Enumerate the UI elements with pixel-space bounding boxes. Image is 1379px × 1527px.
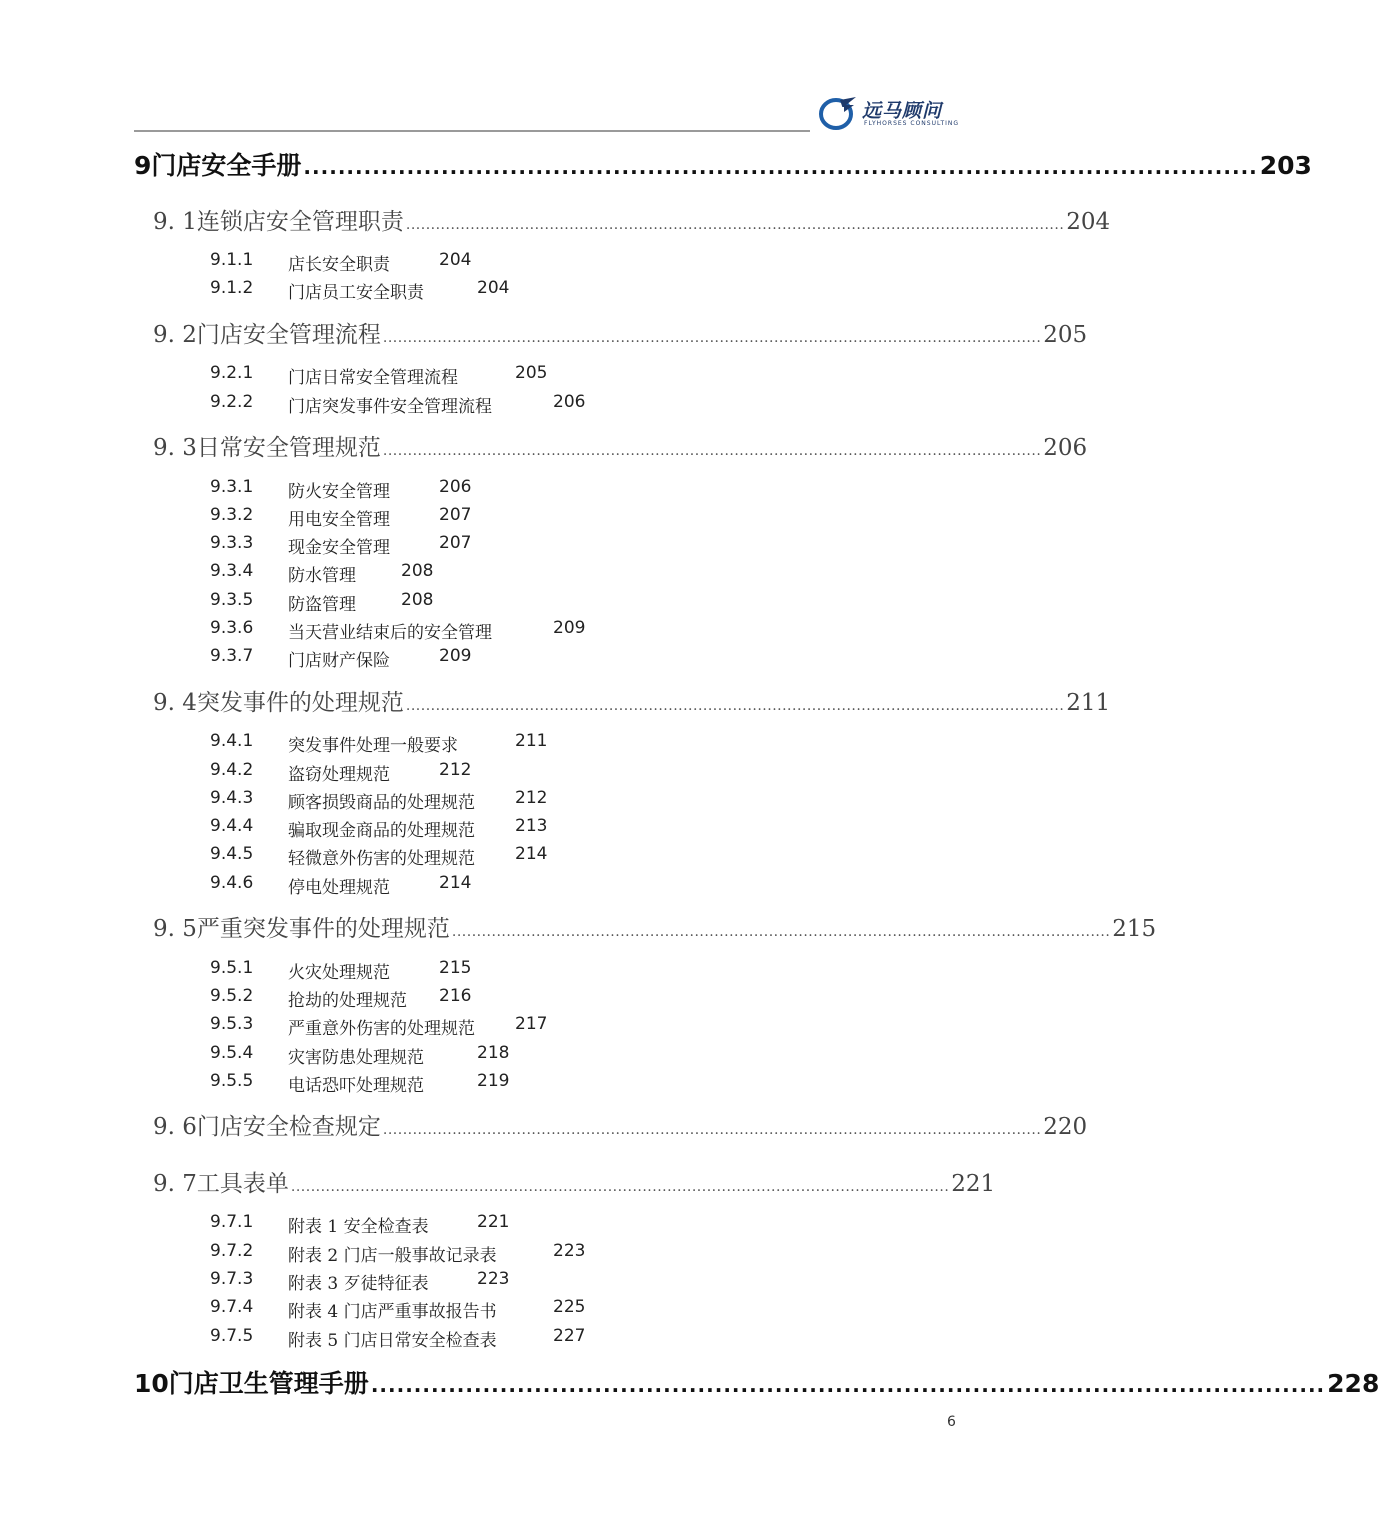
toc-number: 9.1.2 — [210, 278, 254, 298]
toc-number: 9.3.4 — [210, 561, 254, 581]
toc-number: 9.4.2 — [210, 760, 254, 780]
toc-title: 轻微意外伤害的处理规范 — [288, 849, 475, 869]
toc-chapter-10[interactable] — [134, 1364, 1379, 1400]
toc-leader: ..................................................................................................................................... — [382, 330, 1042, 346]
header-rule — [134, 130, 810, 132]
toc-number: 9.3.1 — [210, 477, 254, 497]
toc-page: 219 — [477, 1071, 510, 1091]
toc-page: 204 — [477, 278, 510, 298]
toc-number: 9.7.5 — [210, 1326, 254, 1346]
toc-number: 9.2.2 — [210, 392, 254, 412]
toc-title: 防盗管理 — [288, 595, 356, 615]
toc-title: 门店员工安全职责 — [288, 283, 424, 303]
toc-title: 店长安全职责 — [288, 255, 390, 275]
toc-title: 门店财产保险 — [288, 651, 390, 671]
toc-leader: ..................................................................................................................................... — [382, 1122, 1042, 1138]
company-logo — [818, 94, 963, 134]
toc-title: 用电安全管理 — [288, 510, 390, 530]
toc-title: 附表 4 门店严重事故报告书 — [288, 1302, 497, 1322]
toc-page: 203 — [1259, 151, 1312, 180]
toc-page: 206 — [1043, 435, 1088, 461]
toc-page: 215 — [439, 958, 472, 978]
toc-section-9-2[interactable] — [153, 316, 1088, 349]
toc-page: 213 — [515, 816, 548, 836]
toc-section-9-6[interactable] — [153, 1108, 1088, 1141]
toc-page: 221 — [477, 1212, 510, 1232]
toc-page: 204 — [1066, 209, 1111, 235]
toc-number: 9.5.2 — [210, 986, 254, 1006]
toc-title: 门店安全管理流程 — [196, 322, 381, 348]
toc-leader: ............................................................................................................... — [303, 155, 1258, 179]
toc-section-9-7[interactable] — [153, 1165, 996, 1198]
toc-title: 附表 3 歹徒特征表 — [288, 1274, 429, 1294]
toc-title: 附表 1 安全检查表 — [288, 1217, 429, 1237]
toc-title: 防水管理 — [288, 566, 356, 586]
toc-number: 9.4.6 — [210, 873, 254, 893]
toc-title: 突发事件处理一般要求 — [288, 736, 458, 756]
toc-title: 门店日常安全管理流程 — [288, 368, 458, 388]
toc-number: 9 — [134, 151, 152, 180]
toc-title: 工具表单 — [196, 1171, 289, 1197]
toc-page: 217 — [515, 1014, 548, 1034]
toc-title: 抢劫的处理规范 — [288, 991, 407, 1011]
toc-page: 206 — [553, 392, 586, 412]
toc-section-9-4[interactable] — [153, 684, 1111, 717]
toc-title: 严重意外伤害的处理规范 — [288, 1019, 475, 1039]
toc-page: 205 — [1043, 322, 1088, 348]
toc-title: 顾客损毁商品的处理规范 — [288, 793, 475, 813]
toc-page: 214 — [439, 873, 472, 893]
toc-page: 211 — [515, 731, 548, 751]
toc-page: 209 — [553, 618, 586, 638]
toc-title: 当天营业结束后的安全管理 — [288, 623, 492, 643]
toc-page: 214 — [515, 844, 548, 864]
toc-number: 9.5.1 — [210, 958, 254, 978]
toc-number: 10 — [134, 1369, 169, 1398]
toc-number: 9.7.2 — [210, 1241, 254, 1261]
toc-number: 9. 2 — [153, 322, 197, 348]
toc-chapter-9[interactable] — [134, 146, 1312, 182]
toc-number: 9.1.1 — [210, 250, 254, 270]
toc-title: 突发事件的处理规范 — [196, 690, 404, 716]
toc-title: 门店安全手册 — [151, 151, 302, 180]
toc-title: 防火安全管理 — [288, 482, 390, 502]
toc-number: 9.3.2 — [210, 505, 254, 525]
toc-page: 212 — [439, 760, 472, 780]
toc-page: 212 — [515, 788, 548, 808]
toc-number: 9.3.3 — [210, 533, 254, 553]
toc-number: 9.5.3 — [210, 1014, 254, 1034]
toc-number: 9.3.6 — [210, 618, 254, 638]
toc-title: 现金安全管理 — [288, 538, 390, 558]
toc-page: 207 — [439, 505, 472, 525]
flyhorses-logo-icon — [818, 96, 858, 130]
toc-title: 附表 5 门店日常安全检查表 — [288, 1331, 497, 1351]
toc-number: 9.7.4 — [210, 1297, 254, 1317]
toc-page: 208 — [401, 590, 434, 610]
toc-title: 灾害防患处理规范 — [288, 1048, 424, 1068]
toc-page: 220 — [1043, 1114, 1088, 1140]
page-number: 6 — [947, 1414, 956, 1430]
toc-number: 9. 3 — [153, 435, 197, 461]
toc-page: 208 — [401, 561, 434, 581]
toc-number: 9.5.4 — [210, 1043, 254, 1063]
toc-section-9-5[interactable] — [153, 910, 1157, 943]
toc-leader: ..................................................................................................................................... — [290, 1179, 950, 1195]
toc-title: 连锁店安全管理职责 — [196, 209, 404, 235]
toc-leader: ..................................................................................................................................... — [405, 217, 1065, 233]
toc-number: 9.4.5 — [210, 844, 254, 864]
logo-chinese-text: 远马顾问 — [862, 100, 943, 122]
toc-number: 9. 6 — [153, 1114, 197, 1140]
toc-number: 9.4.1 — [210, 731, 254, 751]
toc-page: 223 — [477, 1269, 510, 1289]
toc-title: 附表 2 门店一般事故记录表 — [288, 1246, 497, 1266]
toc-title: 骗取现金商品的处理规范 — [288, 821, 475, 841]
toc-section-9-3[interactable] — [153, 429, 1088, 462]
toc-title: 严重突发事件的处理规范 — [196, 916, 450, 942]
toc-number: 9. 7 — [153, 1171, 197, 1197]
toc-page: 221 — [951, 1171, 996, 1197]
toc-page: 207 — [439, 533, 472, 553]
toc-number: 9. 4 — [153, 690, 197, 716]
toc-title: 盗窃处理规范 — [288, 765, 390, 785]
toc-number: 9.5.5 — [210, 1071, 254, 1091]
toc-page: 215 — [1112, 916, 1157, 942]
toc-page: 204 — [439, 250, 472, 270]
toc-number: 9.7.3 — [210, 1269, 254, 1289]
toc-leader: ..................................................................................................................................... — [451, 924, 1111, 940]
toc-number: 9.4.4 — [210, 816, 254, 836]
toc-page: 211 — [1066, 690, 1111, 716]
toc-page: 206 — [439, 477, 472, 497]
toc-title: 门店卫生管理手册 — [168, 1369, 369, 1398]
toc-title: 门店突发事件安全管理流程 — [288, 397, 492, 417]
toc-number: 9.7.1 — [210, 1212, 254, 1232]
toc-number: 9.3.5 — [210, 590, 254, 610]
toc-title: 火灾处理规范 — [288, 963, 390, 983]
toc-number: 9. 5 — [153, 916, 197, 942]
toc-title: 停电处理规范 — [288, 878, 390, 898]
toc-page: 218 — [477, 1043, 510, 1063]
toc-page: 223 — [553, 1241, 586, 1261]
toc-number: 9. 1 — [153, 209, 197, 235]
toc-title: 电话恐吓处理规范 — [288, 1076, 424, 1096]
toc-leader: ..................................................................................................................................... — [405, 698, 1065, 714]
toc-number: 9.4.3 — [210, 788, 254, 808]
toc-page: 216 — [439, 986, 472, 1006]
toc-number: 9.3.7 — [210, 646, 254, 666]
toc-page: 228 — [1327, 1369, 1379, 1398]
toc-number: 9.2.1 — [210, 363, 254, 383]
toc-title: 日常安全管理规范 — [196, 435, 381, 461]
toc-page: 225 — [553, 1297, 586, 1317]
toc-section-9-1[interactable] — [153, 203, 1111, 236]
toc-page: 227 — [553, 1326, 586, 1346]
toc-leader: ..................................................................................................................................... — [382, 443, 1042, 459]
toc-leader: ............................................................................................................... — [370, 1373, 1326, 1397]
toc-title: 门店安全检查规定 — [196, 1114, 381, 1140]
logo-english-text: FLYHORSES CONSULTING — [864, 120, 960, 127]
toc-page: 205 — [515, 363, 548, 383]
toc-page: 209 — [439, 646, 472, 666]
